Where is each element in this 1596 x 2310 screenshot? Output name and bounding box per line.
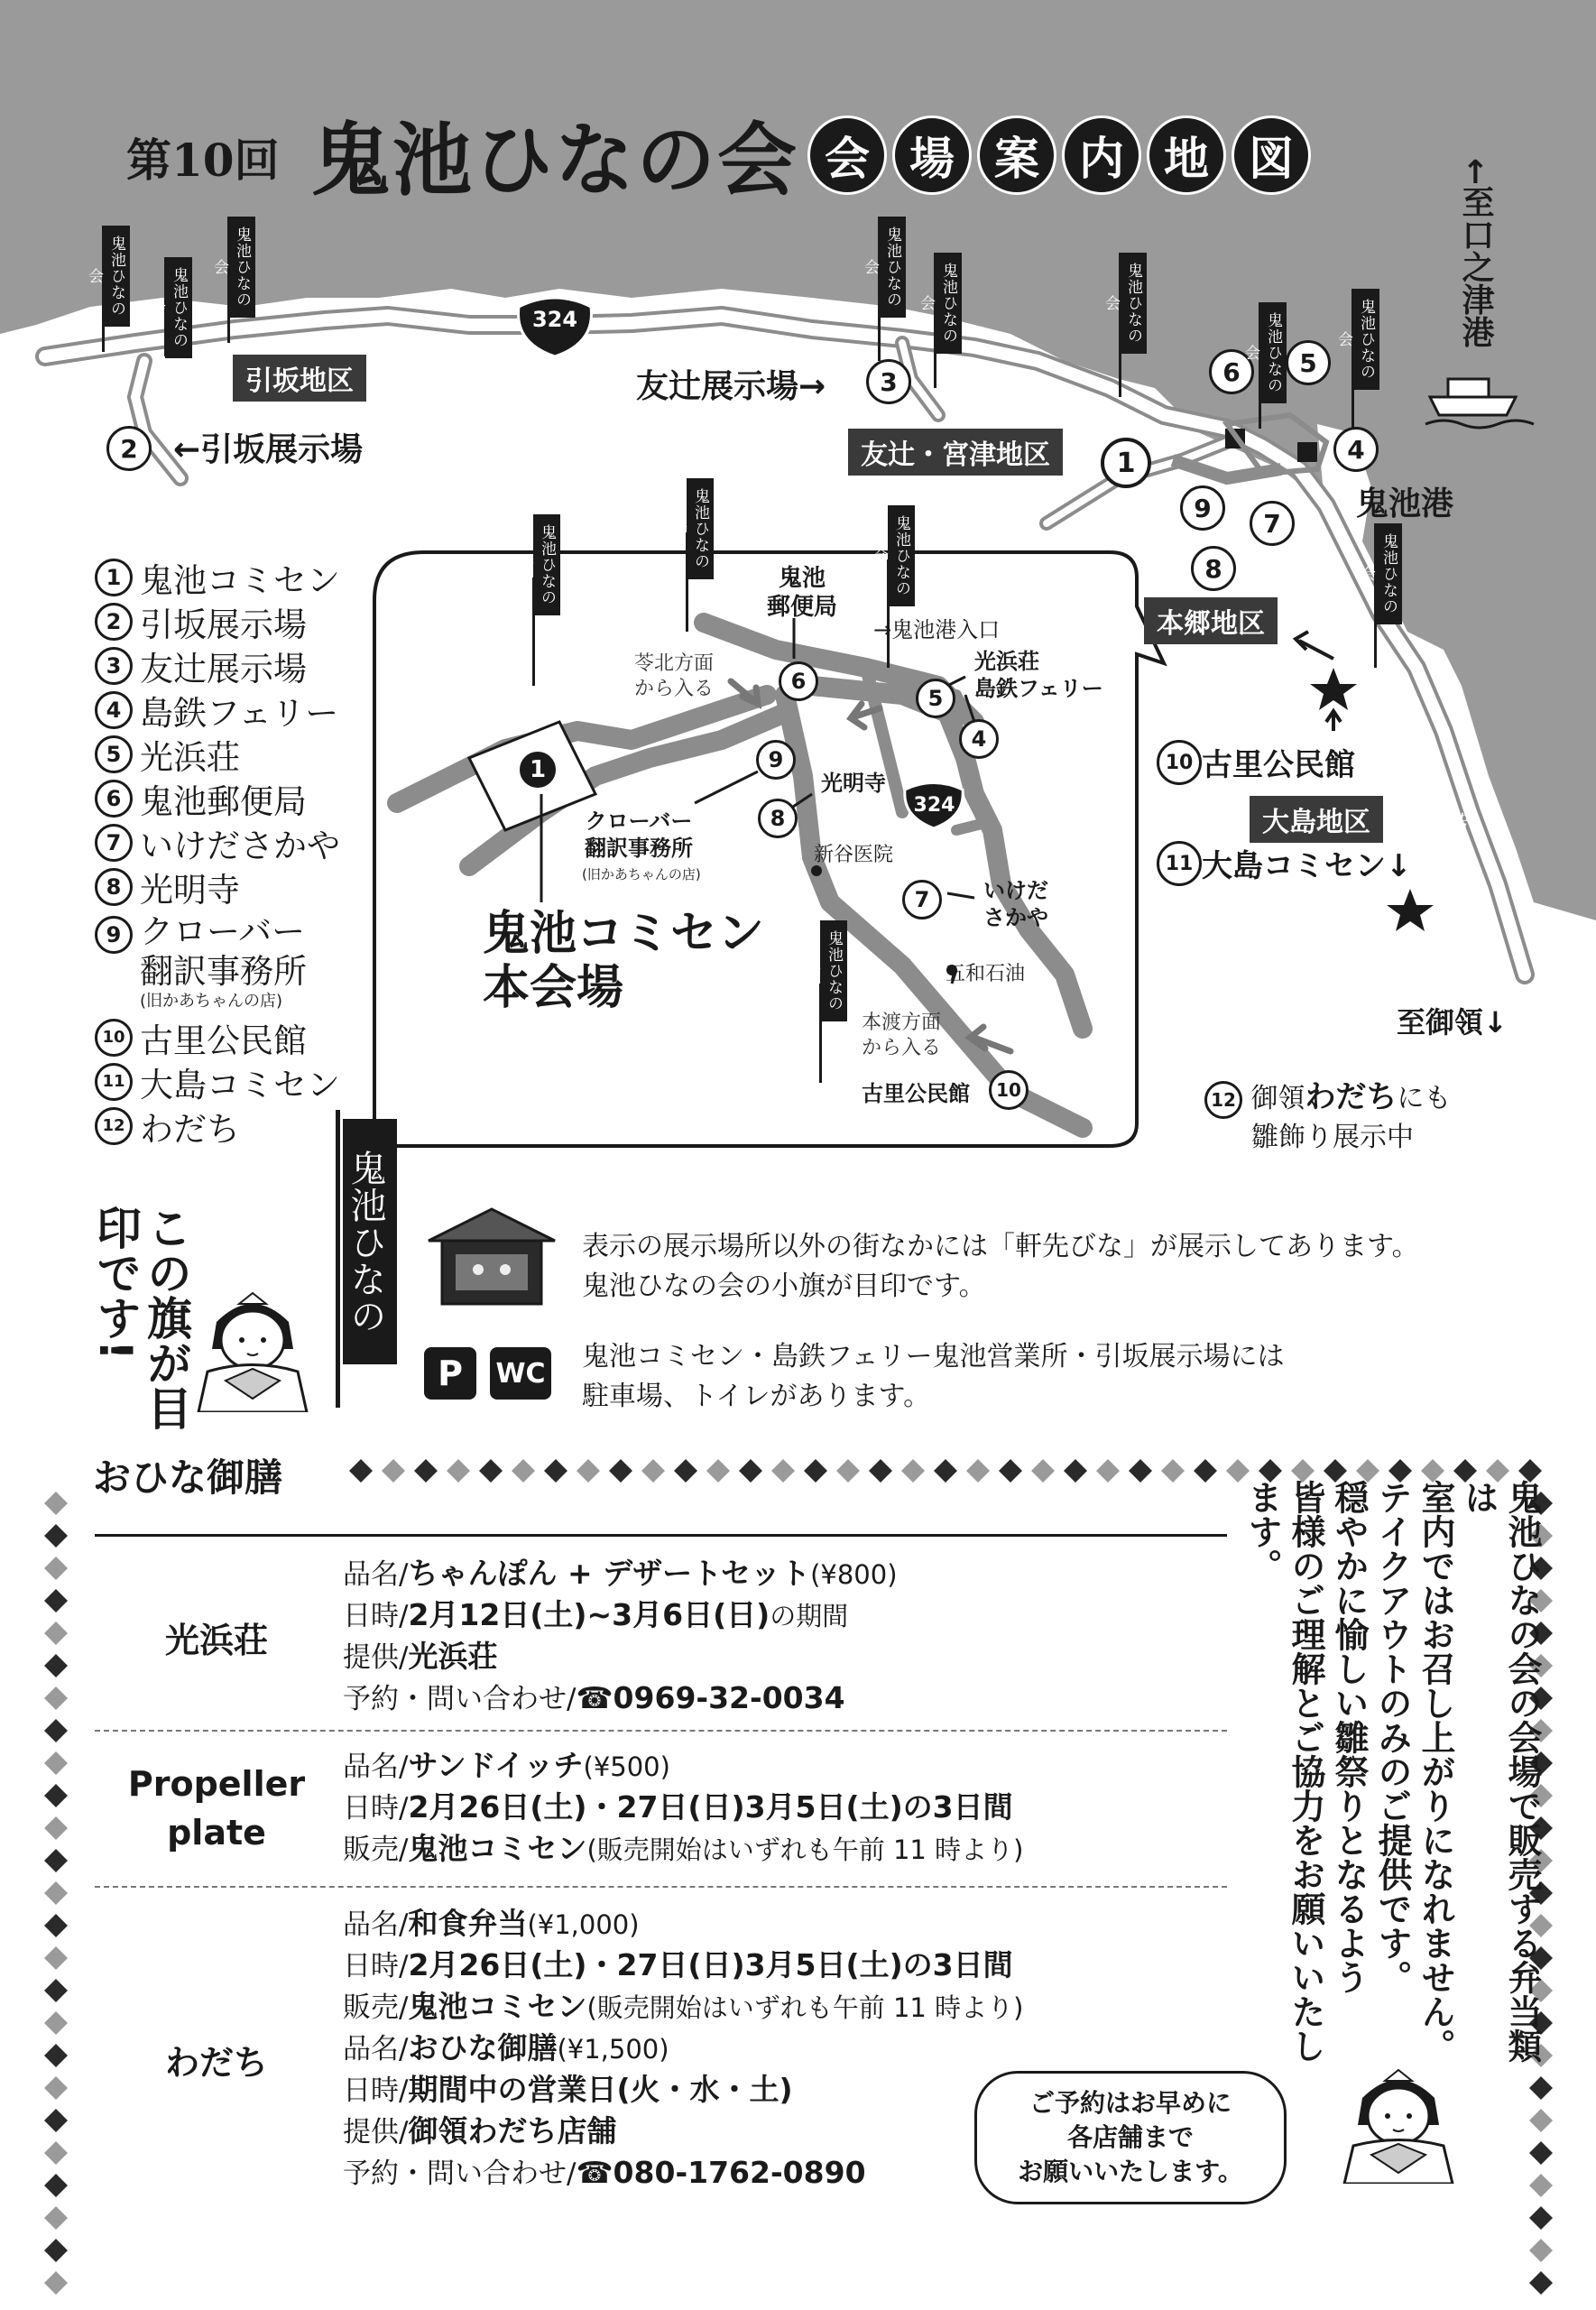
diamond-ornament (44, 2109, 68, 2132)
table-rule (95, 1886, 1227, 1888)
inset-marker-1-number: 1 (517, 749, 558, 790)
menu-extra: (¥800) (810, 1559, 898, 1590)
diamond-ornament (1529, 2141, 1553, 2165)
diamond-ornament (836, 1459, 860, 1483)
diamond-ornament (901, 1459, 925, 1483)
menu-row (343, 1985, 1023, 2029)
diamond-ornament (44, 1784, 68, 1807)
oshima-komisen-label: 大島コミセン↓ (1202, 848, 1412, 884)
diamond-ornament (44, 1589, 68, 1612)
flag-icon: 鬼池ひなの会 (1352, 289, 1379, 390)
menu-row (343, 2151, 866, 2195)
legend-name: 大島コミセン (140, 1065, 340, 1104)
marker-6-number: 6 (1209, 349, 1254, 394)
legend-item[interactable] (95, 909, 340, 1015)
clover-label: クローバー 翻訳事務所 (585, 808, 693, 861)
wc-icon: WC (490, 1347, 551, 1400)
title-char: 案 (977, 116, 1056, 195)
menu-extra: (¥500) (583, 1751, 670, 1782)
diamond-ornament (1529, 2239, 1553, 2262)
diamond-ornament (771, 1459, 795, 1483)
ikeda-label: いけだ さかや (983, 878, 1048, 930)
diamond-ornament (44, 1557, 68, 1580)
legend-number: 4 (95, 691, 133, 729)
marker-4-number: 4 (1333, 427, 1379, 472)
inset-route-324: 324 (913, 794, 955, 817)
legend-item[interactable] (95, 820, 340, 864)
diamond-ornament (44, 1914, 68, 1937)
diamond-ornament (44, 1979, 68, 2002)
menu-row (343, 2068, 793, 2112)
diamond-ornament (44, 1946, 68, 1970)
bridge-label: 若宮大橋 (1446, 812, 1469, 892)
menu-value: 期間中の営業日(火・水・土) (408, 2072, 793, 2107)
menu-key: 品名/ (343, 2033, 409, 2065)
menu-row (343, 1744, 670, 1788)
diamond-ornament (349, 1459, 373, 1483)
menu-row (343, 1786, 1013, 1830)
menu-extra: (¥1,000) (527, 1909, 640, 1940)
flag-icon: 鬼池ひなの会 (165, 257, 192, 358)
menu-row (343, 1635, 497, 1679)
diamond-ornament (934, 1459, 957, 1483)
shop-name: わだち (164, 2043, 268, 2083)
inset-marker-7-number: 7 (902, 880, 942, 919)
legend-item[interactable] (95, 1059, 340, 1104)
flag-icon: 鬼池ひなの会 (103, 226, 130, 327)
menu-key: 提供/ (343, 1641, 409, 1674)
menu-extra: (販売開始はいずれも午前 11 時より) (586, 1834, 1024, 1865)
legend-sub: (旧かあちゃんの店) (140, 992, 283, 1011)
diamond-ornament (609, 1459, 632, 1483)
district-tomotsuji: 友辻・宮津地区 (848, 429, 1063, 476)
noki-house-icon (424, 1205, 559, 1308)
diamond-ornament (804, 1459, 827, 1483)
diamond-ornament (641, 1459, 665, 1483)
marker-10[interactable] (1157, 740, 1202, 785)
menu-row (343, 1552, 898, 1596)
inset-marker-8-number: 8 (758, 799, 798, 838)
diamond-ornament (44, 2174, 68, 2197)
flag-caption: この旗が目印です! (89, 1205, 192, 1430)
menu-key: 提供/ (343, 2116, 409, 2148)
diamond-ornament (44, 2011, 68, 2035)
wadachi-note-3: にも (1397, 1083, 1452, 1114)
title-char: 内 (1062, 116, 1141, 195)
diamond-ornament (1529, 2271, 1553, 2295)
diamond-ornament (739, 1459, 762, 1483)
diamond-ornament (1529, 2174, 1553, 2197)
diamond-ornament (1064, 1459, 1087, 1483)
menu-value: おひな御膳 (408, 2030, 558, 2065)
note-line: 鬼池ひなの会の会場で販売する弁当類は (1459, 1480, 1542, 2063)
main-venue-label: 鬼池コミセン 本会場 (483, 907, 765, 1015)
inset-marker-9[interactable] (756, 740, 796, 780)
legend-number: 10 (95, 1019, 133, 1057)
legend-number: 2 (95, 603, 133, 641)
menu-key: 品名/ (343, 1558, 409, 1591)
legend-item[interactable] (95, 688, 340, 732)
inset-marker-4-number: 4 (959, 719, 999, 759)
diamond-ornament (382, 1459, 405, 1483)
clover-sub-label: (旧かあちゃんの店) (582, 866, 701, 882)
legend-item[interactable] (95, 776, 340, 820)
district-oshima: 大島地区 (1250, 796, 1383, 843)
diamond-ornament (544, 1459, 567, 1483)
legend-item[interactable] (95, 864, 340, 909)
diamond-ornament (966, 1459, 990, 1483)
marker-5-number: 5 (1286, 340, 1331, 385)
flag-icon: 鬼池ひなの会 (935, 253, 962, 354)
inset-marker-8[interactable] (758, 799, 798, 838)
menu-value: 2月12日(土)~3月6日(日) (408, 1597, 770, 1632)
menu-row (343, 2027, 669, 2071)
diamond-ornament (44, 1654, 68, 1677)
legend-number: 5 (95, 735, 133, 773)
diamond-ornament (706, 1459, 730, 1483)
menu-value: 御領わだち店舗 (408, 2113, 617, 2148)
diamond-ornament (44, 1686, 68, 1710)
legend-name: 引坂展示場 (140, 605, 307, 644)
diamond-ornament (577, 1459, 600, 1483)
menu-row (343, 1677, 845, 1721)
menu-key: 日時/ (343, 2074, 409, 2107)
menu-value: ちゃんぽん + デザートセット (408, 1556, 811, 1591)
legend-number: 6 (95, 780, 133, 818)
note-line: 穏やかに愉しい雛祭りとなるよう (1329, 1480, 1369, 1994)
legend-item[interactable] (95, 555, 340, 599)
from-reihoku-label: 苓北方面 から入る (634, 652, 715, 700)
diamond-ornament (414, 1459, 438, 1483)
diamond-ornament (479, 1459, 503, 1483)
menu-row (343, 1594, 848, 1638)
menu-key: 品名/ (343, 1751, 409, 1783)
menu-value: サンドイッチ (408, 1748, 584, 1783)
menu-key: 品名/ (343, 1908, 409, 1941)
menu-key: 予約・問い合わせ/ (343, 1683, 577, 1715)
inset-marker-4[interactable] (959, 719, 999, 759)
flag-icon: 鬼池ひなの会 (228, 217, 255, 318)
noki-text: 表示の展示場所以外の街なかには「軒先びな」が展示してあります。 鬼池ひなの会の小旗が目印です。 (582, 1231, 1419, 1302)
legend-item[interactable] (95, 732, 340, 776)
menu-key: 日時/ (343, 1950, 409, 1982)
inset-marker-10-number: 10 (989, 1070, 1029, 1110)
legend-name: クローバー 翻訳事務所 (140, 912, 307, 991)
menu-key: 日時/ (343, 1792, 409, 1825)
hikisaka-venue-label: ←引坂展示場 (173, 431, 364, 468)
legend-number: 11 (95, 1063, 133, 1101)
diamond-ornament (44, 1524, 68, 1548)
marker-1-number: 1 (1101, 438, 1151, 488)
marker-10-number: 10 (1157, 740, 1202, 785)
marker-7-number: 7 (1250, 501, 1295, 546)
inset-marker-9-number: 9 (756, 740, 796, 780)
menu-row (343, 2110, 616, 2154)
diamond-ornament (44, 2141, 68, 2165)
note-line: 室内ではお召し上がりになれません。 (1416, 1480, 1455, 2063)
menu-value: 2月26日(土)・27日(日)3月5日(土)の3日間 (408, 1947, 1013, 1982)
diamond-ornament (512, 1459, 535, 1483)
tomotsuji-venue-label: 友辻展示場→ (636, 368, 826, 405)
legend-name-block (140, 912, 307, 1012)
flag-icon: 鬼池ひなの会 (820, 920, 847, 1021)
diamond-ornament (1194, 1459, 1217, 1483)
komyoji-label: 光明寺 (821, 771, 886, 796)
menu-extra: の期間 (770, 1601, 849, 1631)
diamond-ornament (44, 1719, 68, 1742)
diamond-ornament (44, 1622, 68, 1645)
legend-name: 友辻展示場 (140, 649, 307, 688)
title-char: 会 (807, 116, 887, 195)
legend-name: 古里公民館 (140, 1021, 307, 1060)
diamond-ornament (999, 1459, 1022, 1483)
diamond-ornament (1031, 1459, 1055, 1483)
legend-name: 光浜荘 (140, 737, 240, 777)
legend-number: 3 (95, 647, 133, 685)
marker-4[interactable] (1333, 427, 1379, 472)
route-324-label: 324 (531, 307, 578, 332)
legend-item[interactable] (95, 1015, 340, 1059)
flag-icon: 鬼池ひなの会 (533, 514, 560, 615)
from-hondo-label: 本渡方面 から入る (862, 1012, 942, 1059)
shop-name: 光浜荘 (164, 1621, 268, 1660)
to-kuchinotsu-label: ←至口之津港 (1457, 158, 1494, 348)
title-event: 鬼池ひなの会 (311, 113, 799, 207)
menu-row (343, 1827, 1023, 1871)
menu-extra: (販売開始はいずれも午前 11 時より) (586, 1992, 1024, 2023)
inset-marker-7[interactable] (902, 880, 942, 919)
shop-name: Propeller plate (127, 1764, 306, 1853)
menu-value: 鬼池コミセン (408, 1831, 587, 1866)
legend-number: 9 (95, 916, 133, 954)
diamond-ornament (44, 2044, 68, 2067)
post-office-label: 鬼池 郵便局 (767, 565, 838, 621)
menu-row (343, 1944, 1013, 1988)
diamond-ornament (44, 2239, 68, 2262)
diamond-ornament (869, 1459, 892, 1483)
note-line: 皆様のご理解とご協力をお願いいたします。 (1242, 1480, 1325, 2063)
star-icon (1310, 668, 1357, 710)
marker-8[interactable] (1191, 546, 1236, 591)
diamond-ornament (1161, 1459, 1185, 1483)
marker-12[interactable]: 12 (1204, 1081, 1242, 1119)
inset-marker-10[interactable] (989, 1070, 1029, 1110)
marker-11[interactable] (1157, 841, 1202, 886)
title-edition: 第10回 (126, 134, 280, 187)
flag-icon: 鬼池ひなの会 (687, 478, 714, 579)
inset-marker-6-number: 6 (779, 661, 818, 701)
menu-value: 光浜荘 (408, 1639, 498, 1674)
flag-icon: 鬼池ひなの会 (888, 505, 915, 606)
title-char: 地 (1147, 116, 1226, 195)
vertical-note (1241, 1480, 1544, 2093)
hina-doll-icon (189, 1268, 316, 1412)
diamond-ornament (44, 1849, 68, 1872)
menu-key: 予約・問い合わせ/ (343, 2158, 577, 2190)
note-line: テイクアウトのみのご提供です。 (1372, 1480, 1412, 1994)
menu-value: ☎080-1762-0890 (576, 2155, 866, 2190)
flag-icon: 鬼池ひなの会 (1120, 253, 1147, 354)
flag-icon: 鬼池ひなの会 (1259, 302, 1287, 403)
district-hikisaka: 引坂地区 (233, 355, 366, 402)
diamond-ornament (1129, 1459, 1152, 1483)
legend-name: 島鉄フェリー (140, 693, 339, 733)
title-map-label (807, 116, 1311, 195)
reservation-bubble: ご予約はお早めに 各店舗まで お願いいたします。 (974, 2071, 1287, 2204)
menu-value: 2月26日(土)・27日(日)3月5日(土)の3日間 (408, 1789, 1013, 1825)
diamond-ornament (1529, 2109, 1553, 2132)
legend-name: 鬼池郵便局 (140, 781, 307, 821)
table-rule (95, 1730, 1227, 1732)
legend-name: いけださかや (140, 826, 340, 865)
parking-icon: P (424, 1347, 476, 1400)
ferry-port-label: 鬼池港 (1356, 485, 1454, 522)
inset-marker-5[interactable] (916, 679, 955, 718)
menu-value: 和食弁当 (408, 1906, 528, 1941)
menu-row (343, 1902, 640, 1946)
hina-doll-icon (1335, 2048, 1462, 2184)
inset-furusato-label: 古里公民館 (862, 1081, 970, 1106)
marker-1[interactable] (1101, 438, 1151, 488)
legend-number: 1 (95, 559, 133, 596)
district-hongo: 本郷地区 (1144, 597, 1278, 644)
marker-7[interactable] (1250, 501, 1295, 546)
marker-8-number: 8 (1191, 546, 1236, 591)
big-flag-icon: 鬼池ひなの会 (343, 1119, 397, 1364)
inset-marker-1[interactable] (517, 749, 558, 790)
marker-2[interactable] (106, 426, 152, 471)
marker-5[interactable] (1286, 340, 1331, 385)
table-rule (95, 1534, 1227, 1537)
legend-name: わだち (140, 1109, 240, 1149)
koheiso-ferry-label: 光浜荘 島鉄フェリー (974, 649, 1103, 701)
menu-key: 販売/ (343, 1834, 409, 1866)
marker-9[interactable] (1180, 485, 1225, 531)
diamond-ornament (674, 1459, 697, 1483)
marker-11-number: 11 (1157, 841, 1202, 886)
wadachi-note (1204, 1078, 1452, 1157)
wadachi-note-4: 雛飾り展示中 (1251, 1121, 1414, 1153)
gowa-label: 五和石油 (946, 963, 1026, 985)
diamond-ornament (44, 2206, 68, 2230)
legend-item[interactable] (95, 599, 340, 643)
parking-text: 鬼池コミセン・島鉄フェリー鬼池営業所・引坂展示場には 駐車場、トイレがあります。 (582, 1341, 1285, 1412)
legend-number: 7 (95, 824, 133, 862)
diamond-ornament (44, 2271, 68, 2295)
inset-marker-6[interactable] (779, 661, 818, 701)
flag-icon: 鬼池ひなの会 (879, 217, 906, 318)
menu-value: ☎0969-32-0034 (576, 1680, 845, 1715)
diamond-ornament (1529, 2206, 1553, 2230)
legend-name: 鬼池コミセン (140, 560, 340, 600)
menu-key: 日時/ (343, 1600, 409, 1632)
diamond-ornament (1096, 1459, 1120, 1483)
legend-name: 光明寺 (140, 870, 240, 910)
diamond-ornament (44, 1492, 68, 1515)
marker-9-number: 9 (1180, 485, 1225, 531)
inset-marker-5-number: 5 (916, 679, 955, 718)
marker-3[interactable] (866, 359, 911, 404)
furusato-label: 古里公民館 (1202, 747, 1355, 783)
legend-number: 8 (95, 868, 133, 906)
marker-2-number: 2 (106, 426, 152, 471)
title-char: 場 (892, 116, 972, 195)
menu-value: 鬼池コミセン (408, 1989, 587, 2024)
menu-key: 販売/ (343, 1991, 409, 2024)
wadachi-note-1: 御領 (1250, 1083, 1305, 1114)
legend-number: 12 (95, 1107, 133, 1145)
legend-list (95, 555, 340, 1148)
diamond-ornament (44, 1816, 68, 1840)
diamond-ornament (44, 2076, 68, 2100)
legend-item[interactable] (95, 1104, 340, 1148)
shintani-label: 新谷医院 (814, 844, 894, 866)
diamond-ornament (447, 1459, 470, 1483)
ozen-heading: おひな御膳 (86, 1448, 290, 1502)
port-entrance-label: →鬼池港入口 (873, 617, 1001, 642)
title-char: 図 (1232, 116, 1311, 195)
star-icon (1387, 889, 1434, 931)
to-goryo-label: 至御領↓ (1397, 1005, 1508, 1040)
legend-item[interactable] (95, 643, 340, 688)
diamond-ornament (44, 1881, 68, 1905)
wadachi-note-2: わだち (1305, 1079, 1398, 1115)
menu-extra: (¥1,500) (557, 2034, 669, 2065)
marker-3-number: 3 (866, 359, 911, 404)
diamond-ornament (44, 1751, 68, 1775)
flag-icon: 鬼池ひなの会 (1375, 523, 1402, 624)
